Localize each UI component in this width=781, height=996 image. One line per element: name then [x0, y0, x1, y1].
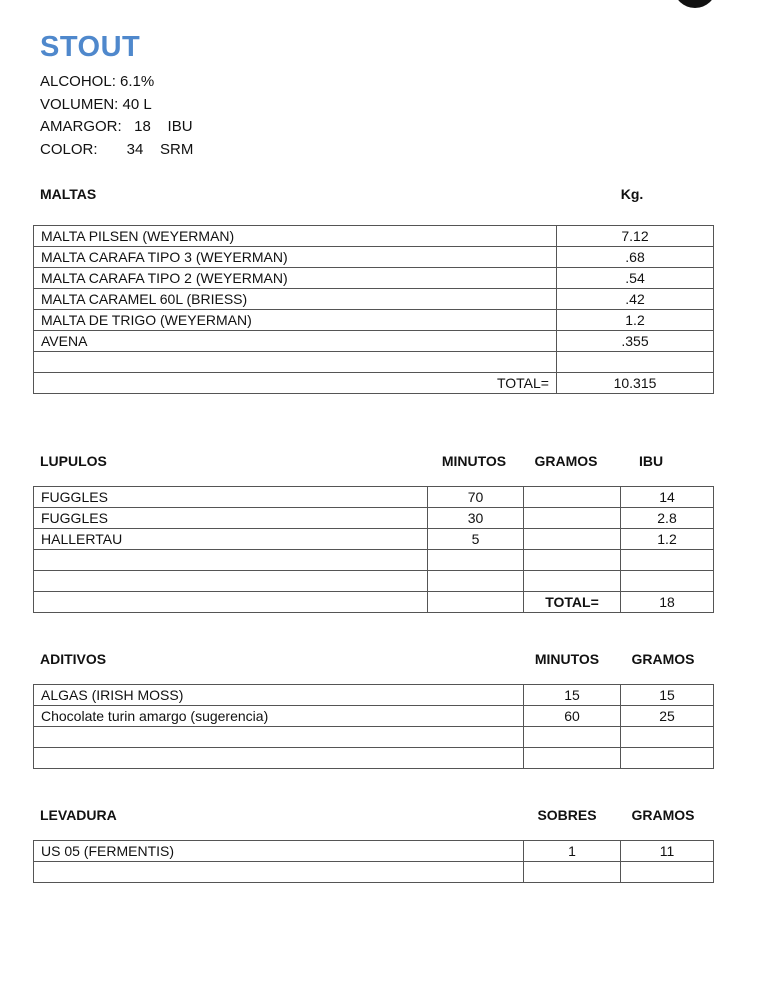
recipe-specs: [40, 71, 193, 161]
levadura-sobres: [524, 862, 621, 883]
malta-name: MALTA DE TRIGO (WEYERMAN): [34, 310, 557, 331]
lupulo-gramos: [524, 571, 621, 592]
logo-disc: [674, 0, 716, 8]
levadura-gramos: [621, 862, 714, 883]
aditivo-minutos: [524, 748, 621, 769]
table-row: [34, 226, 714, 247]
table-row: [34, 487, 714, 508]
table-row: [34, 310, 714, 331]
malta-kg: .355: [557, 331, 714, 352]
lupulo-minutos: [428, 571, 524, 592]
table-row: [34, 550, 714, 571]
lupulos-gramos-header: GRAMOS: [534, 453, 598, 469]
malta-name: MALTA CARAFA TIPO 2 (WEYERMAN): [34, 268, 557, 289]
spec-alcohol: ALCOHOL: 6.1%: [40, 73, 155, 90]
table-row: [34, 289, 714, 310]
aditivo-name: ALGAS (IRISH MOSS): [34, 685, 524, 706]
lupulos-total-label: TOTAL=: [524, 592, 621, 613]
table-row: [34, 331, 714, 352]
malta-name: MALTA PILSEN (WEYERMAN): [34, 226, 557, 247]
malta-kg: .54: [557, 268, 714, 289]
levadura-heading: LEVADURA: [40, 807, 117, 823]
levadura-sobres-header: SOBRES: [537, 807, 597, 823]
aditivos-heading: ADITIVOS: [40, 651, 107, 667]
total-row: [34, 592, 714, 613]
maltas-table: [33, 225, 714, 394]
malta-kg: 1.2: [557, 310, 714, 331]
lupulos-table: [33, 486, 714, 613]
maltas-rows: [34, 226, 714, 394]
lupulo-name: [34, 550, 428, 571]
spec-volumen: VOLUMEN: 40 L: [40, 95, 152, 113]
lupulos-heading: LUPULOS: [40, 453, 107, 469]
aditivo-gramos: [621, 727, 714, 748]
aditivos-rows: [34, 685, 714, 769]
lupulo-name: HALLERTAU: [34, 529, 428, 550]
lupulo-ibu: 14: [621, 487, 714, 508]
lupulos-ibu-header: IBU: [638, 453, 664, 469]
lupulo-minutos: 70: [428, 487, 524, 508]
levadura-name: US 05 (FERMENTIS): [34, 841, 524, 862]
lupulos-total-blank: [428, 592, 524, 613]
aditivo-minutos: 60: [524, 706, 621, 727]
aditivos-minutos-header: MINUTOS: [534, 651, 600, 667]
lupulo-name: [34, 571, 428, 592]
table-row: [34, 727, 714, 748]
aditivo-minutos: 15: [524, 685, 621, 706]
lupulo-name: FUGGLES: [34, 487, 428, 508]
lupulo-ibu: 2.8: [621, 508, 714, 529]
table-row: [34, 529, 714, 550]
aditivo-name: [34, 748, 524, 769]
lupulo-ibu: [621, 550, 714, 571]
table-row: [34, 352, 714, 373]
aditivo-minutos: [524, 727, 621, 748]
levadura-table: [33, 840, 714, 883]
malta-kg: .42: [557, 289, 714, 310]
table-row: [34, 508, 714, 529]
recipe-title: STOUT: [40, 31, 141, 63]
aditivo-gramos: [621, 748, 714, 769]
lupulo-gramos: [524, 508, 621, 529]
malta-kg: .68: [557, 247, 714, 268]
aditivos-gramos-header: GRAMOS: [631, 651, 695, 667]
levadura-sobres: 1: [524, 841, 621, 862]
lupulo-gramos: [524, 487, 621, 508]
lupulo-gramos: [524, 550, 621, 571]
table-row: [34, 247, 714, 268]
aditivo-gramos: 15: [621, 685, 714, 706]
levadura-rows: [34, 841, 714, 883]
lupulos-rows: [34, 487, 714, 613]
table-row: [34, 748, 714, 769]
malta-kg: [557, 352, 714, 373]
aditivo-name: Chocolate turin amargo (sugerencia): [34, 706, 524, 727]
lupulos-minutos-header: MINUTOS: [441, 453, 507, 469]
malta-name: MALTA CARAMEL 60L (BRIESS): [34, 289, 557, 310]
lupulo-gramos: [524, 529, 621, 550]
table-row: [34, 571, 714, 592]
table-row: [34, 268, 714, 289]
lupulo-ibu: [621, 571, 714, 592]
table-row: [34, 706, 714, 727]
aditivo-gramos: 25: [621, 706, 714, 727]
maltas-total-value: 10.315: [557, 373, 714, 394]
table-row: [34, 685, 714, 706]
maltas-total-label: TOTAL=: [34, 373, 557, 394]
maltas-kg-header: Kg.: [620, 186, 644, 202]
table-row: [34, 841, 714, 862]
lupulo-minutos: 30: [428, 508, 524, 529]
lupulo-minutos: 5: [428, 529, 524, 550]
total-row: [34, 373, 714, 394]
levadura-gramos-header: GRAMOS: [631, 807, 695, 823]
malta-kg: 7.12: [557, 226, 714, 247]
levadura-gramos: 11: [621, 841, 714, 862]
lupulos-total-value: 18: [621, 592, 714, 613]
lupulo-name: FUGGLES: [34, 508, 428, 529]
lupulos-total-blank: [34, 592, 428, 613]
lupulo-minutos: [428, 550, 524, 571]
aditivo-name: [34, 727, 524, 748]
maltas-heading: MALTAS: [40, 186, 97, 202]
malta-name: AVENA: [34, 331, 557, 352]
malta-name: MALTA CARAFA TIPO 3 (WEYERMAN): [34, 247, 557, 268]
brand-logo: [620, 0, 716, 8]
spec-amargor: AMARGOR: 18 IBU: [40, 118, 193, 136]
malta-name: [34, 352, 557, 373]
lupulo-ibu: 1.2: [621, 529, 714, 550]
aditivos-table: [33, 684, 714, 769]
spec-color: COLOR: 34 SRM: [40, 140, 194, 158]
table-row: [34, 862, 714, 883]
levadura-name: [34, 862, 524, 883]
